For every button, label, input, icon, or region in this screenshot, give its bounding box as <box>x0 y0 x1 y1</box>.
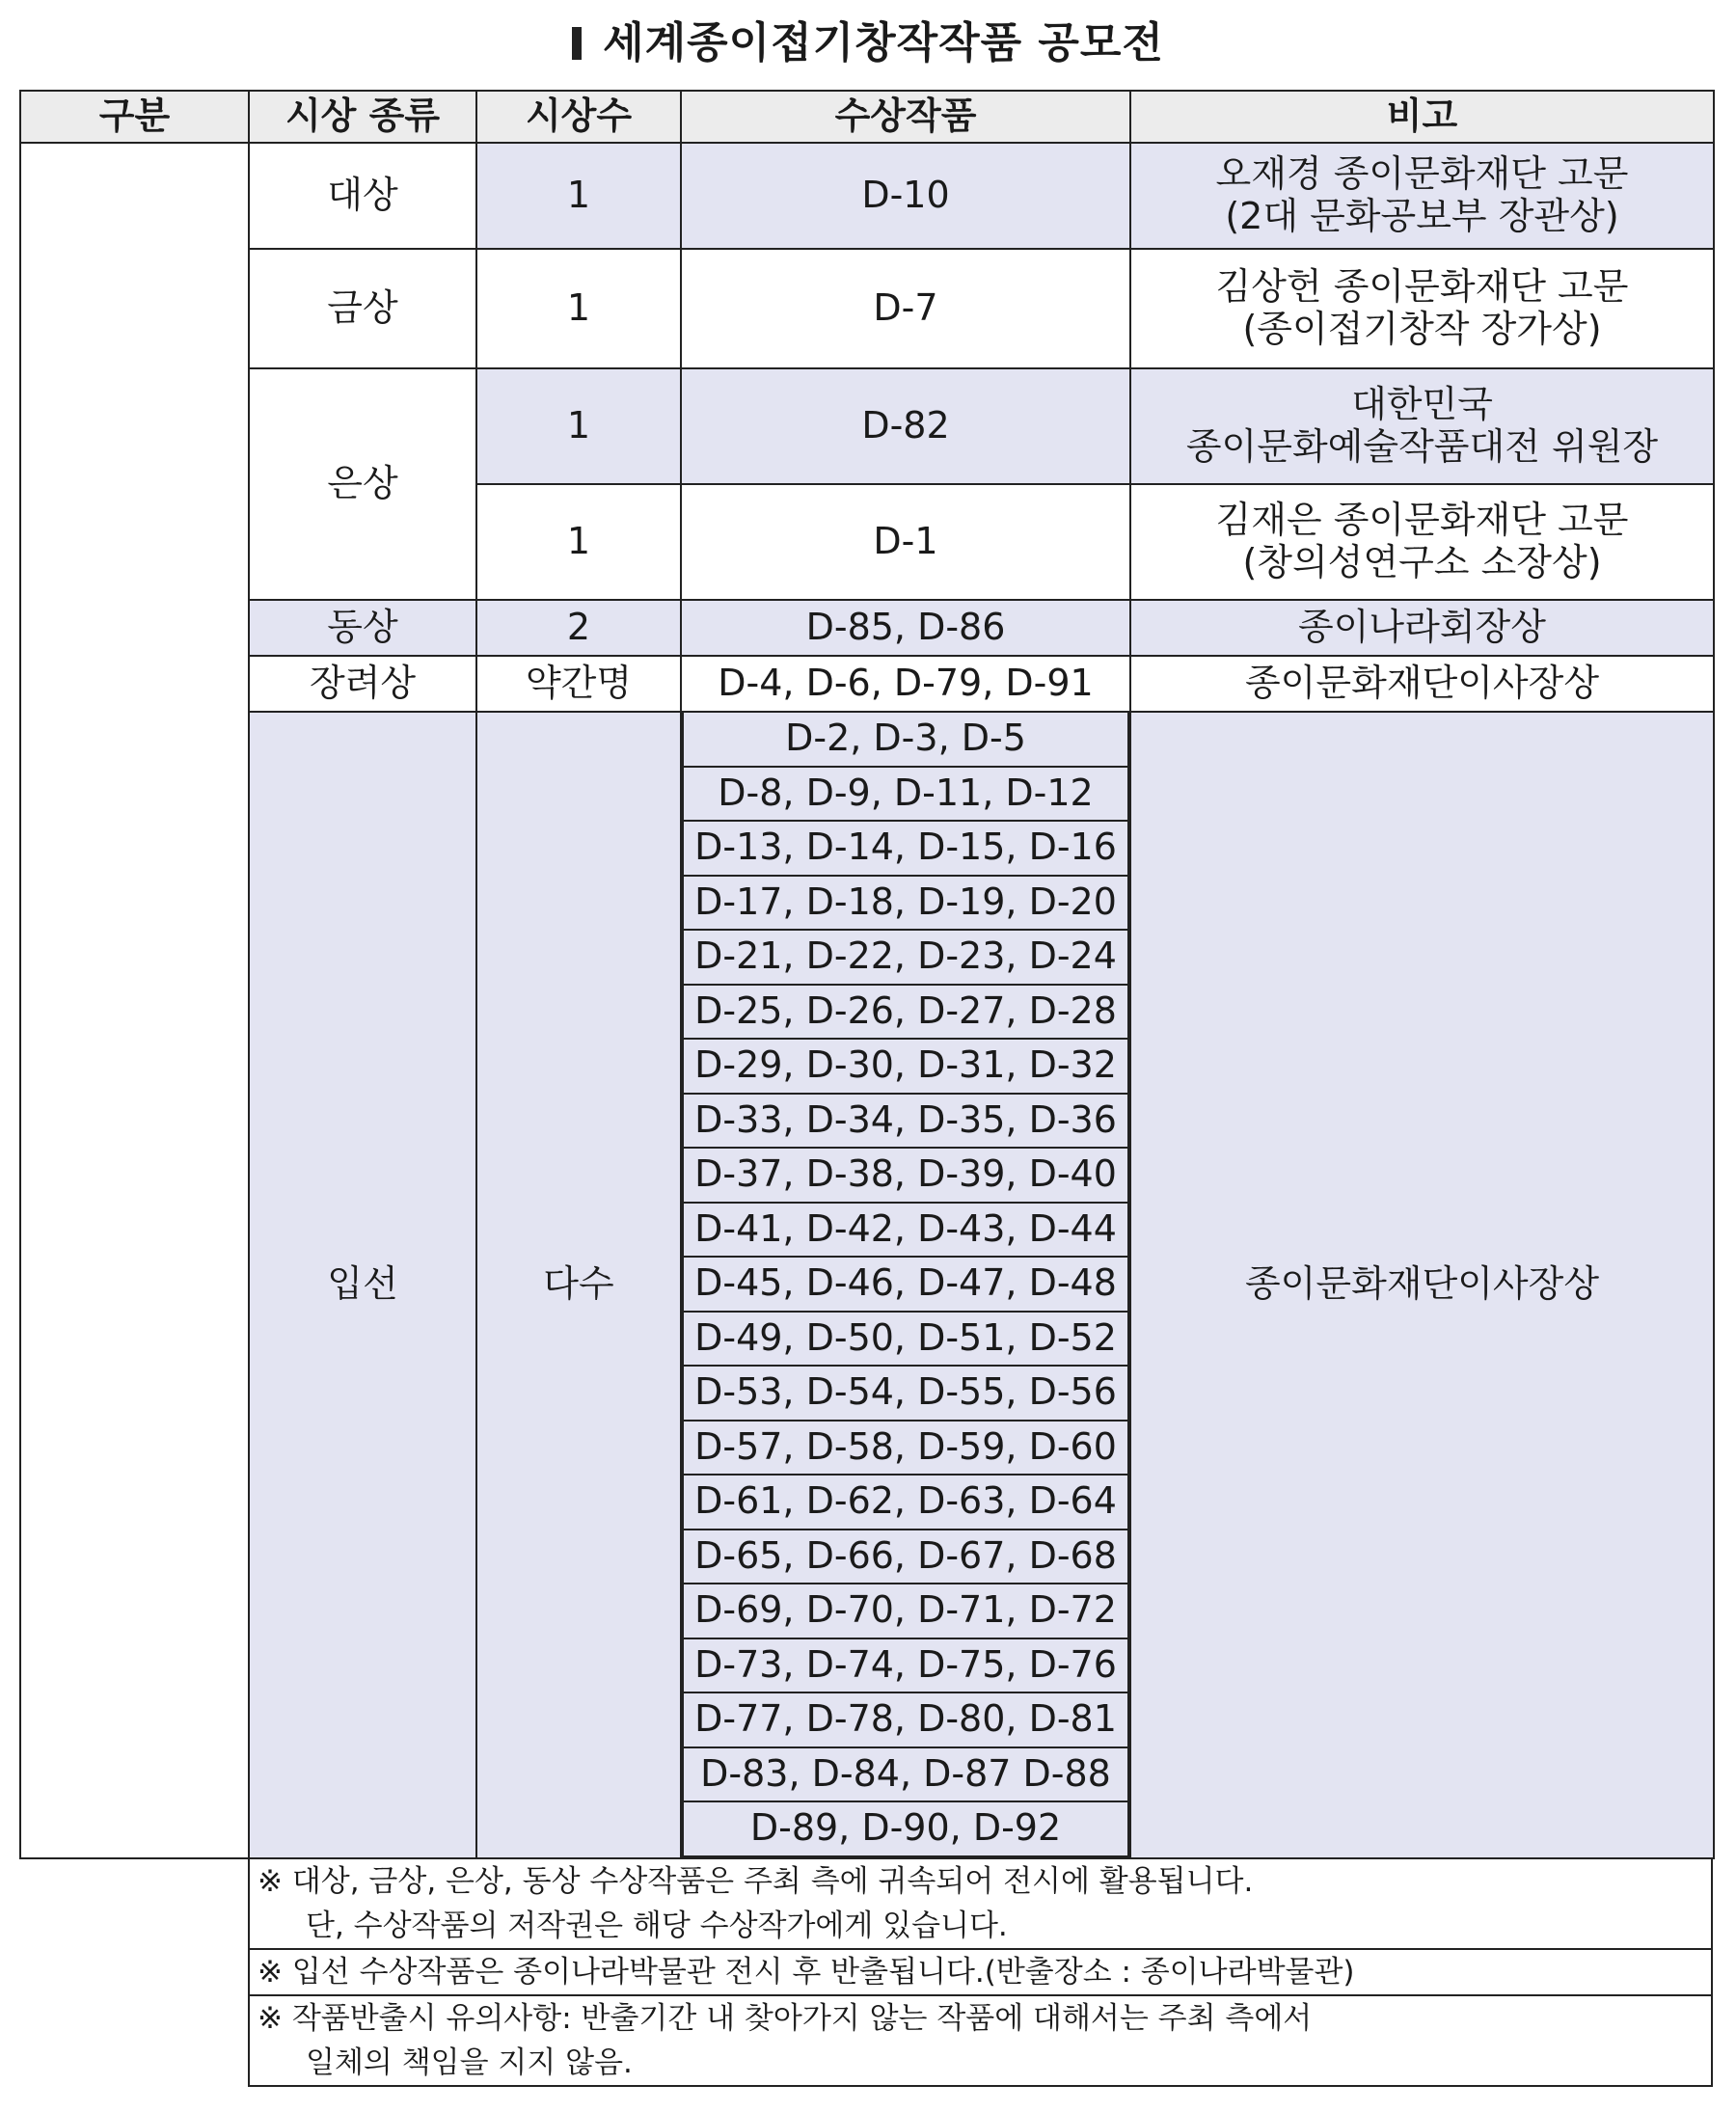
award-count: 약간명 <box>476 656 681 712</box>
ipseon-works-cell: D-89, D-90, D-92 <box>683 1801 1128 1856</box>
ipseon-works-row <box>683 1366 1128 1421</box>
remark-line-2: 종이문화예술작품대전 위원장 <box>1185 425 1659 468</box>
remark: 종이문화재단이사장상 <box>1130 656 1714 712</box>
header-award-type: 시상 종류 <box>249 91 476 143</box>
award-type: 은상 <box>249 368 476 600</box>
row-jangryeo <box>20 656 1714 712</box>
ipseon-works-cell: D-33, D-34, D-35, D-36 <box>683 1094 1128 1149</box>
ipseon-works-row <box>683 1801 1128 1856</box>
ipseon-works-cell: D-41, D-42, D-43, D-44 <box>683 1203 1128 1258</box>
ipseon-works-row <box>683 1421 1128 1476</box>
ipseon-works-row <box>683 1747 1128 1802</box>
award-count: 1 <box>476 484 681 600</box>
remark-line-2: (창의성연구소 소장상) <box>1242 541 1602 583</box>
row-eunsang-a <box>20 368 1714 484</box>
header-winning-works: 수상작품 <box>681 91 1130 143</box>
page-title <box>0 8 1736 69</box>
ipseon-works-cell: D-77, D-78, D-80, D-81 <box>683 1692 1128 1747</box>
award-type: 금상 <box>249 249 476 368</box>
ipseon-works-row <box>683 985 1128 1040</box>
ipseon-works-cell: D-45, D-46, D-47, D-48 <box>683 1257 1128 1312</box>
ipseon-works-row <box>683 713 1128 767</box>
winning-work: D-1 <box>681 484 1130 600</box>
ipseon-works-cell: D-13, D-14, D-15, D-16 <box>683 821 1128 876</box>
ipseon-works-cell: D-65, D-66, D-67, D-68 <box>683 1530 1128 1584</box>
note-return <box>248 1950 1713 1996</box>
award-type: 입선 <box>249 712 476 1858</box>
ipseon-works-cell: D-73, D-74, D-75, D-76 <box>683 1638 1128 1693</box>
header-remarks: 비고 <box>1130 91 1714 143</box>
title-bullet <box>572 27 582 60</box>
ipseon-works-cell: D-29, D-30, D-31, D-32 <box>683 1039 1128 1094</box>
ipseon-works-cell: D-57, D-58, D-59, D-60 <box>683 1421 1128 1476</box>
note-return-text: ※ 입선 수상작품은 종이나라박물관 전시 후 반출됩니다.(반출장소 : 종이나라박물관) <box>258 1955 1355 1990</box>
ipseon-works-cell: D-69, D-70, D-71, D-72 <box>683 1584 1128 1638</box>
ipseon-works-row <box>683 1039 1128 1094</box>
award-count: 1 <box>476 143 681 249</box>
ipseon-works-cell: D-53, D-54, D-55, D-56 <box>683 1366 1128 1421</box>
award-table <box>19 90 1715 1859</box>
header-category: 구분 <box>20 91 249 143</box>
remark-line-1: 김재은 종이문화재단 고문 <box>1215 499 1629 542</box>
award-count: 1 <box>476 249 681 368</box>
note-ownership <box>248 1859 1713 1950</box>
row-daesang <box>20 143 1714 249</box>
ipseon-works-row <box>683 1475 1128 1530</box>
remark-line-1: 대한민국 <box>1351 383 1493 426</box>
award-count: 2 <box>476 600 681 656</box>
ipseon-works-row <box>683 1638 1128 1693</box>
note-ownership-line-1: ※ 대상, 금상, 은상, 동상 수상작품은 주최 측에 귀속되어 전시에 활용됩니다. <box>258 1864 1254 1899</box>
ipseon-works-row <box>683 1148 1128 1203</box>
note-caution-line-1: ※ 작품반출시 유의사항: 반출기간 내 찾아가지 않는 작품에 대해서는 주최 측에서 <box>258 2001 1313 2036</box>
ipseon-works-row <box>683 1203 1128 1258</box>
ipseon-works-row <box>683 821 1128 876</box>
award-type: 장려상 <box>249 656 476 712</box>
winning-work: D-10 <box>681 143 1130 249</box>
header-row <box>20 91 1714 143</box>
ipseon-works-row <box>683 767 1128 822</box>
note-caution-line-2: 일체의 책임을 지지 않음. <box>306 2045 633 2080</box>
remark <box>1130 484 1714 600</box>
remark-line-2: (2대 문화공보부 장관상) <box>1225 195 1619 237</box>
award-count: 1 <box>476 368 681 484</box>
note-ownership-line-2: 단, 수상작품의 저작권은 해당 수상작가에게 있습니다. <box>306 1909 1008 1943</box>
remark: 종이나라회장상 <box>1130 600 1714 656</box>
note-caution <box>248 1996 1713 2087</box>
notes-section <box>248 1859 1713 2087</box>
ipseon-works-cell: D-61, D-62, D-63, D-64 <box>683 1475 1128 1530</box>
winning-works-list <box>681 712 1130 1858</box>
ipseon-works-row <box>683 1584 1128 1638</box>
ipseon-works-cell: D-8, D-9, D-11, D-12 <box>683 767 1128 822</box>
ipseon-works-row <box>683 1094 1128 1149</box>
ipseon-works-row <box>683 1530 1128 1584</box>
ipseon-works-cell: D-25, D-26, D-27, D-28 <box>683 985 1128 1040</box>
ipseon-works-cell: D-17, D-18, D-19, D-20 <box>683 876 1128 931</box>
winning-work: D-7 <box>681 249 1130 368</box>
row-geumsang <box>20 249 1714 368</box>
row-ipseon <box>20 712 1714 1858</box>
header-award-count: 시상수 <box>476 91 681 143</box>
ipseon-works-row <box>683 1312 1128 1367</box>
remark-line-1: 오재경 종이문화재단 고문 <box>1215 152 1629 196</box>
ipseon-works-cell: D-37, D-38, D-39, D-40 <box>683 1148 1128 1203</box>
ipseon-works-cell: D-83, D-84, D-87 D-88 <box>683 1747 1128 1802</box>
award-type: 동상 <box>249 600 476 656</box>
ipseon-works-cell: D-21, D-22, D-23, D-24 <box>683 930 1128 985</box>
ipseon-works-row <box>683 1692 1128 1747</box>
remark <box>1130 249 1714 368</box>
remark-line-2: (종이접기창작 장가상) <box>1242 308 1602 350</box>
title-text: 세계종이접기창작작품 공모전 <box>603 18 1164 68</box>
remark <box>1130 368 1714 484</box>
category-cell <box>20 143 249 1858</box>
winning-work: D-85, D-86 <box>681 600 1130 656</box>
ipseon-works-row <box>683 876 1128 931</box>
row-dongsang <box>20 600 1714 656</box>
ipseon-works-cell: D-2, D-3, D-5 <box>683 713 1128 767</box>
remark <box>1130 143 1714 249</box>
ipseon-works-cell: D-49, D-50, D-51, D-52 <box>683 1312 1128 1367</box>
remark: 종이문화재단이사장상 <box>1130 712 1714 1858</box>
award-type: 대상 <box>249 143 476 249</box>
remark-line-1: 김상헌 종이문화재단 고문 <box>1215 265 1629 309</box>
winning-work: D-4, D-6, D-79, D-91 <box>681 656 1130 712</box>
award-count: 다수 <box>476 712 681 1858</box>
ipseon-works-row <box>683 1257 1128 1312</box>
ipseon-works-row <box>683 930 1128 985</box>
winning-work: D-82 <box>681 368 1130 484</box>
ipseon-works-table <box>682 713 1129 1857</box>
